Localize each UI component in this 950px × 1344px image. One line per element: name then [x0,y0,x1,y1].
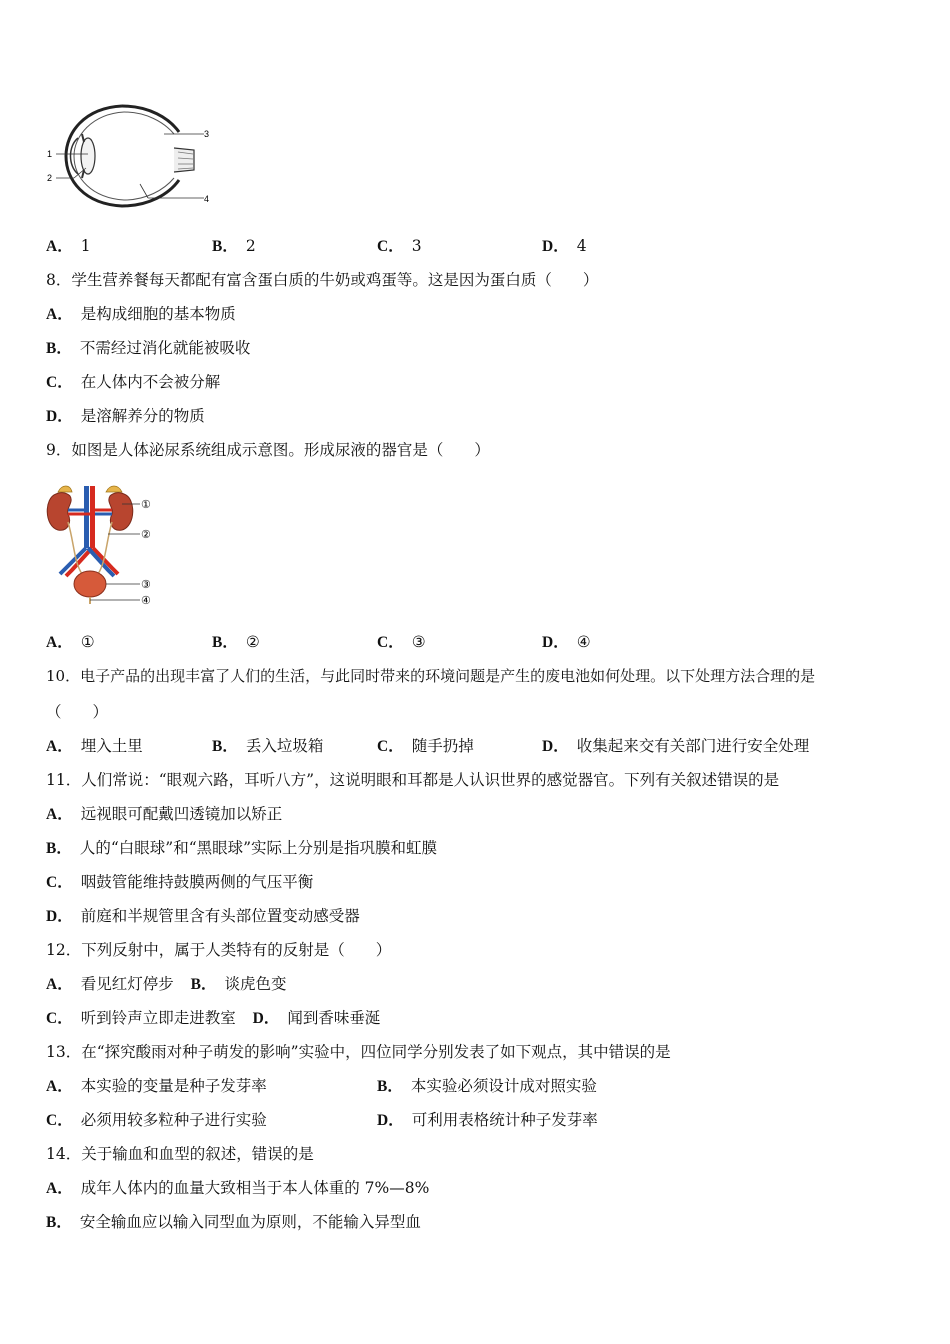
q9-option-a[interactable]: A． ① [46,633,95,651]
q12-stem: 12．下列反射中，属于人类特有的反射是（ ） [46,941,392,959]
q8-option-c[interactable]: C． 在人体内不会被分解 [46,373,221,391]
q10-option-b[interactable]: B． 丢入垃圾箱 [212,737,324,755]
q10-option-d[interactable]: D． 收集起来交有关部门进行安全处理 [542,737,810,755]
bladder [74,571,106,597]
q11-option-c[interactable]: C． 咽鼓管能维持鼓膜两侧的气压平衡 [46,873,314,891]
eye-label-3: 3 [204,129,210,139]
q14-stem: 14．关于输血和血型的叙述，错误的是 [46,1145,314,1163]
q13-option-b[interactable]: B． 本实验必须设计成对照实验 [377,1077,597,1095]
q9-option-c[interactable]: C． ③ [377,633,426,651]
q10-option-c[interactable]: C． 随手扔掉 [377,737,474,755]
urinary-label-4: ④ [141,595,151,607]
q14-option-b[interactable]: B． 安全输血应以输入同型血为原则，不能输入异型血 [46,1213,421,1231]
eye-label-1: 1 [47,149,53,159]
q14-option-a[interactable]: A． 成年人体内的血量大致相当于本人体重的 7%—8% [46,1179,430,1197]
q8-stem: 8．学生营养餐每天都配有富含蛋白质的牛奶或鸡蛋等。这是因为蛋白质（ ） [46,271,599,289]
q7-option-d[interactable]: D． 4 [542,237,587,255]
q13-option-c[interactable]: C． 必须用较多粒种子进行实验 [46,1111,267,1129]
eye-diagram [44,98,224,213]
q9-stem: 9．如图是人体泌尿系统组成示意图。形成尿液的器官是（ ） [46,441,490,459]
q13-option-a[interactable]: A． 本实验的变量是种子发芽率 [46,1077,267,1095]
q10-option-a[interactable]: A． 埋入土里 [46,737,143,755]
urinary-label-2: ② [141,529,151,541]
q12-options-row-1 [46,974,287,995]
q12-option-d[interactable]: D． 闻到香味垂涎 [252,1009,381,1027]
q12-option-c[interactable]: C． 听到铃声立即走进教室 [46,1009,236,1027]
q10-stem-cont: （ ） [46,703,109,721]
q8-option-a[interactable]: A． 是构成细胞的基本物质 [46,305,236,323]
q11-stem: 11．人们常说：“眼观六路，耳听八方”，这说明眼和耳都是人认识世界的感觉器官。下列有关叙述错误的是 [46,771,780,789]
q7-option-a[interactable]: A． 1 [46,237,91,255]
urinary-label-3: ③ [141,579,151,591]
q11-option-a[interactable]: A． 远视眼可配戴凹透镜加以矫正 [46,805,283,823]
q13-stem: 13．在“探究酸雨对种子萌发的影响”实验中，四位同学分别发表了如下观点，其中错误的是 [46,1043,671,1061]
q7-option-b[interactable]: B． 2 [212,237,256,255]
kidney-right [109,493,133,531]
q12-option-a[interactable]: A． 看见红灯停步 [46,975,174,993]
q12-options-row-2 [46,1008,380,1029]
q7-option-c[interactable]: C． 3 [377,237,422,255]
q8-option-d[interactable]: D． 是溶解养分的物质 [46,407,205,425]
q9-option-d[interactable]: D． ④ [542,633,591,651]
q11-option-b[interactable]: B． 人的“白眼球”和“黑眼球”实际上分别是指巩膜和虹膜 [46,839,438,857]
q10-stem: 10．电子产品的出现丰富了人们的生活，与此同时带来的环境问题是产生的废电池如何处理。以下处理方法合理的是 [46,667,816,685]
q11-option-d[interactable]: D． 前庭和半规管里含有头部位置变动感受器 [46,907,360,925]
urinary-system-diagram [44,482,159,612]
eye-label-2: 2 [47,173,53,183]
kidney-left [47,493,71,531]
q12-option-b[interactable]: B． 谈虎色变 [190,975,287,993]
eye-label-4: 4 [204,194,210,204]
q8-option-b[interactable]: B． 不需经过消化就能被吸收 [46,339,251,357]
q9-option-b[interactable]: B． ② [212,633,260,651]
urinary-label-1: ① [141,499,151,511]
q13-option-d[interactable]: D． 可利用表格统计种子发芽率 [377,1111,598,1129]
